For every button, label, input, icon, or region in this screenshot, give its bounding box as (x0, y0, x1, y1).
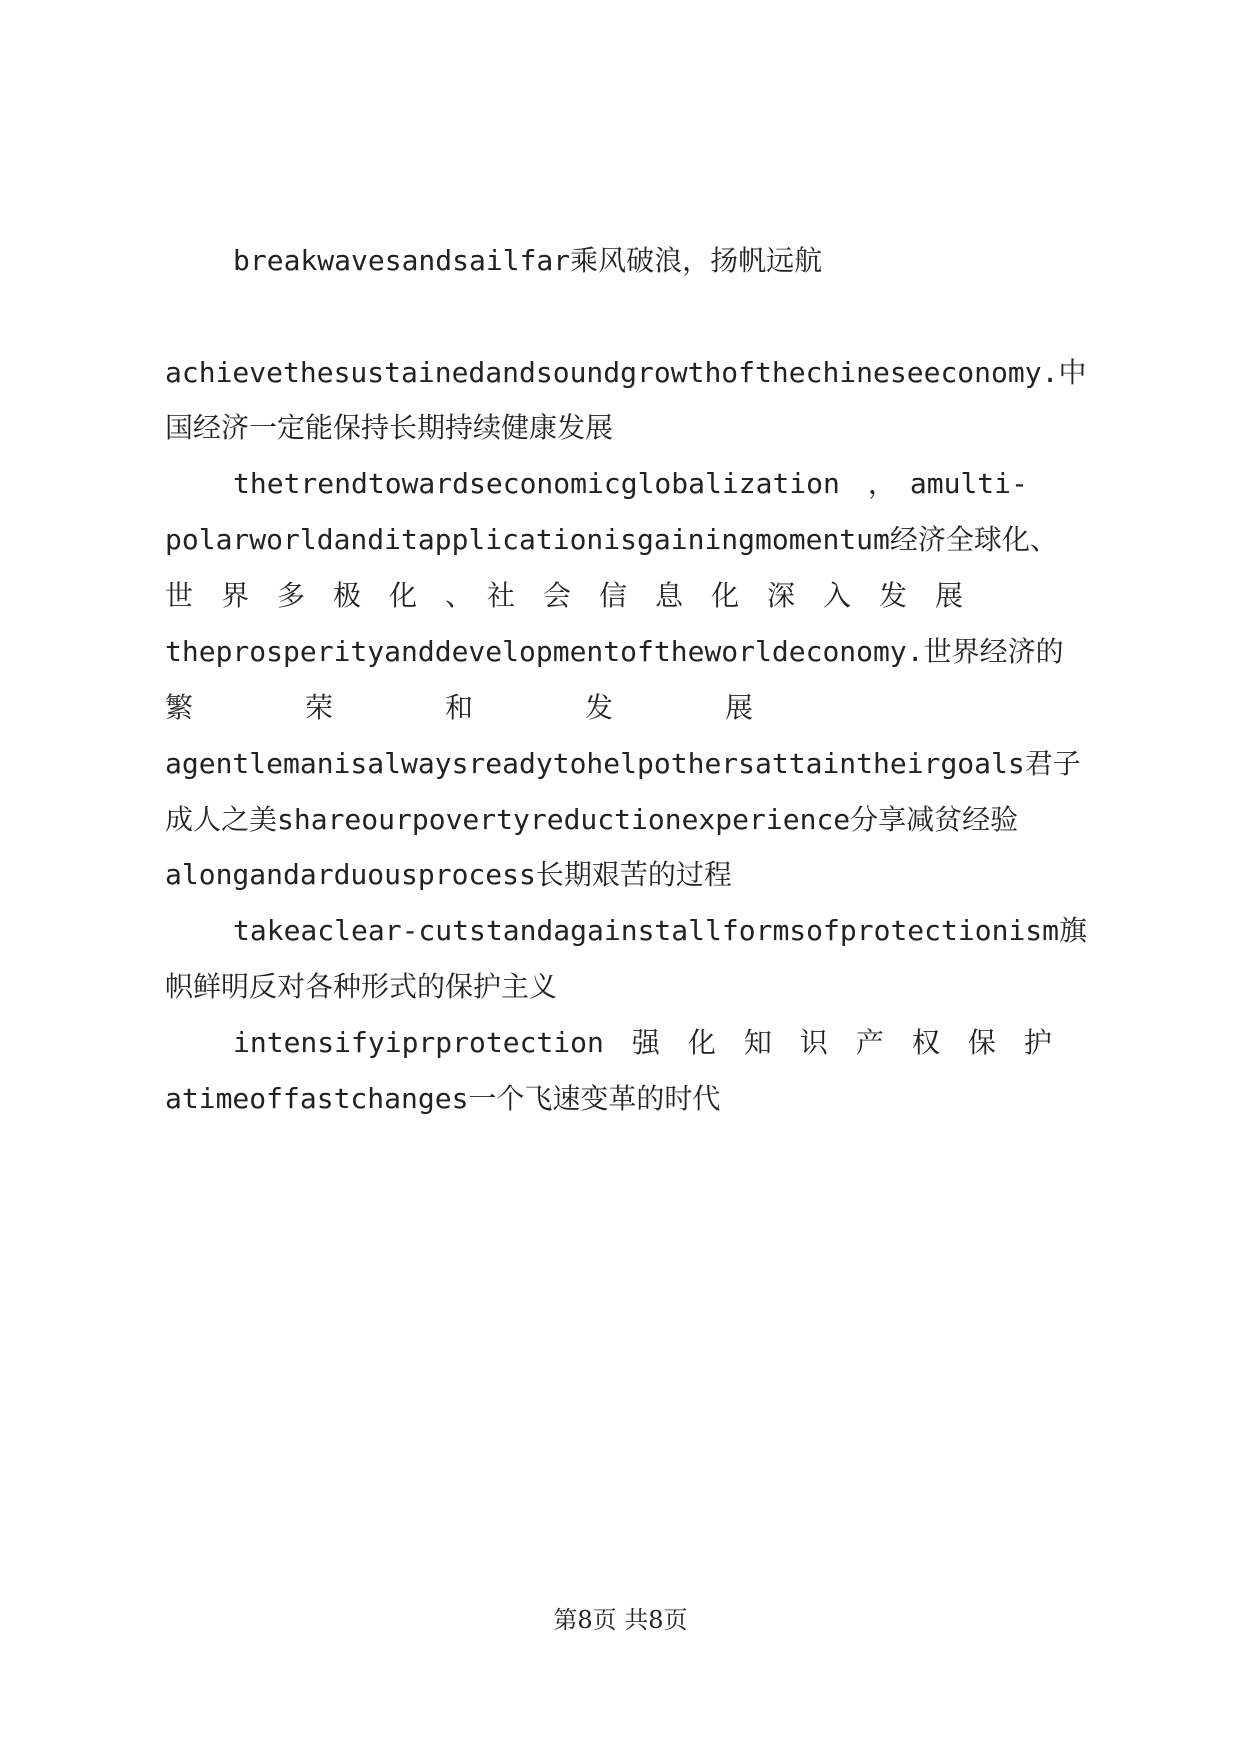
text-line: achievethesustainedandsoundgrowthofthechineseeconomy.中 (165, 356, 1087, 389)
text-line: 世 界 多 极 化 、 社 会 信 息 化 深 入 发 展 (165, 579, 964, 612)
page-number-footer: 第8页 共8页 (553, 1606, 688, 1634)
text-line: takeaclear-cutstandagainstallformsofprotectionism旗 (233, 914, 1088, 947)
text-line: breakwavesandsailfar乘风破浪，扬帆远航 (233, 244, 823, 277)
text-line: atimeoffastchanges一个飞速变革的时代 (165, 1082, 721, 1115)
text-line: 国经济一定能保持长期持续健康发展 (165, 411, 614, 444)
text-line: 帜鲜明反对各种形式的保护主义 (165, 970, 558, 1003)
text-line: thetrendtowardseconomicglobalization ， amulti- (233, 467, 1028, 500)
text-line: polarworldanditapplicationisgainingmomentum经济全球化、 (165, 523, 1058, 556)
text-line: 繁 荣 和 发 展 (165, 691, 754, 724)
text-line: theprosperityanddevelopmentoftheworldeconomy.世界经济的 (165, 635, 1064, 668)
text-line: agentlemanisalwaysreadytohelpothersattaintheirgoals君子 (165, 747, 1081, 780)
text-line: intensifyiprprotection 强 化 知 识 产 权 保 护 (233, 1026, 1052, 1059)
text-line: 成人之美shareourpovertyreductionexperience分享减贫经验 (165, 803, 1019, 836)
text-line: alongandarduousprocess长期艰苦的过程 (165, 858, 732, 891)
